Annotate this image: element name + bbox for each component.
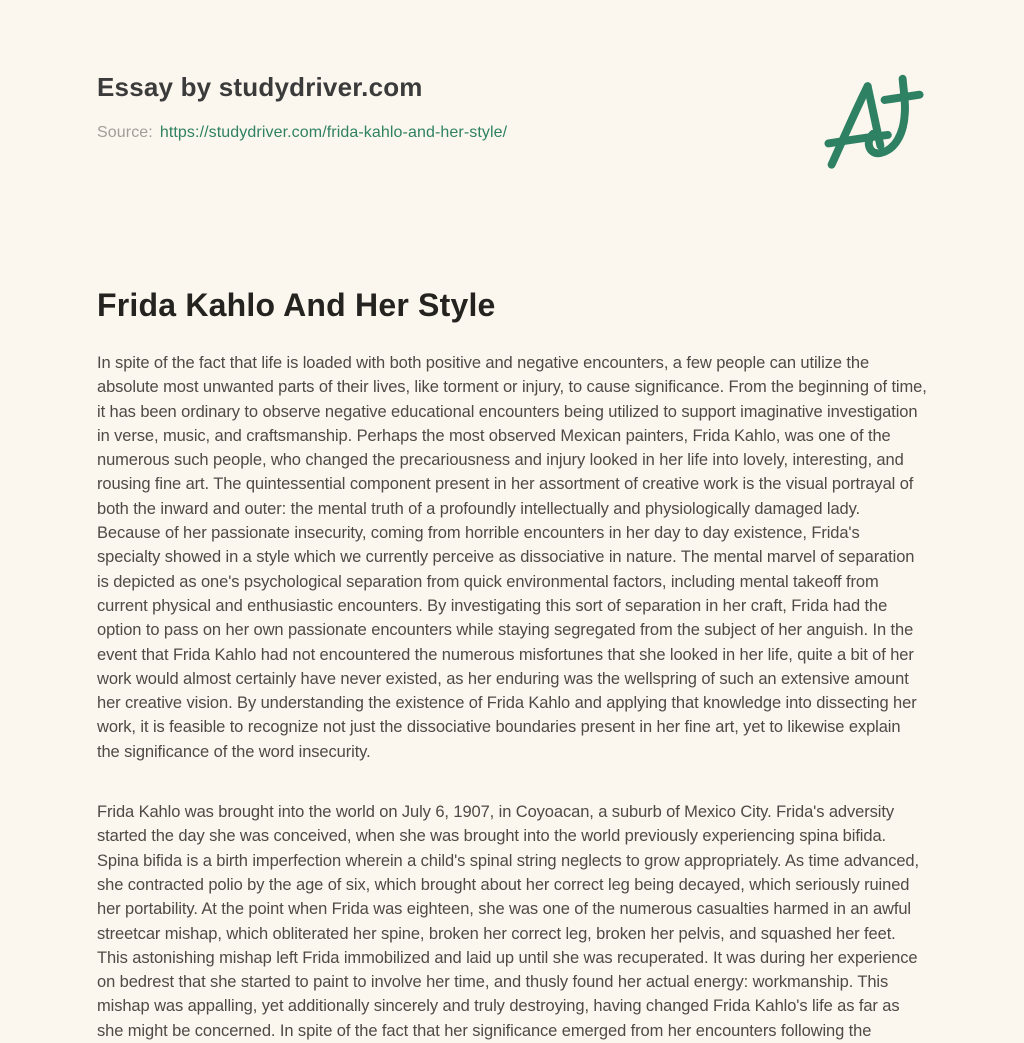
source-line	[97, 124, 507, 142]
source-label: Source:	[97, 124, 153, 141]
essay-body	[97, 351, 927, 1043]
source-link[interactable]: https://studydriver.com/frida-kahlo-and-her-style/	[159, 124, 508, 141]
header-title: Essay by studydriver.com	[97, 72, 423, 102]
essay-paragraph-2: Frida Kahlo was brought into the world on July 6, 1907, in Coyoacan, a suburb of Mexico City. Frida's adversity started the day she was conceived, when she was brought into the world previously experiencing spina bifida. Spina bifida is a birth imperfection wherein a child's spinal string neglects to grow appropriately. As time advanced, she contracted polio by the age of six, which brought about her correct leg being decayed, which seriously ruined her portability. At the point when Frida was eighteen, she was one of the numerous casualties harmed in an awful streetcar mishap, which obliterated her spine, broken her correct leg, broken her pelvis, and squashed her feet. This astonishing mishap left Frida immobilized and laid up until she was recuperated. It was during her experience on bedrest that she started to paint to involve her time, and thusly found her actual energy: workmanship. This mishap was appalling, yet additionally sincerely and truly destroying, having changed Frida Kahlo's life as far as she might be concerned. In spite of the fact that her significance emerged from her encounters following the	[97, 803, 919, 1040]
studydriver-a-plus-logo-icon	[821, 64, 927, 172]
essay-title: Frida Kahlo And Her Style	[97, 287, 496, 323]
page-header	[97, 62, 927, 172]
header-text-block	[97, 62, 507, 142]
essay-paragraph-1: In spite of the fact that life is loaded with both positive and negative encounters, a few people can utilize the absolute most unwanted parts of their lives, like torment or injury, to cause significance. From the beginning of time, it has been ordinary to observe negative educational encounters being utilized to support imaginative investigation in verse, music, and craftsmanship. Perhaps the most observed Mexican painters, Frida Kahlo, was one of the numerous such people, who changed the precariousness and injury looked in her life into lovely, interesting, and rousing fine art. The quintessential component present in her assortment of creative work is the visual portrayal of both the inward and outer: the mental truth of a profoundly intellectually and physiologically damaged lady. Because of her passionate insecurity, coming from horrible encounters in her day to day existence, Frida's specialty showed in a style which we currently perceive as dissociative in nature. The mental marvel of separation is depicted as one's psychological separation from quick environmental factors, including mental takeoff from current physical and enthusiastic encounters. By investigating this sort of separation in her craft, Frida had the option to pass on her own passionate encounters while staying segregated from the subject of her anguish. In the event that Frida Kahlo had not encountered the numerous misfortunes that she looked in her life, quite a bit of her work would almost certainly have never existed, as her enduring was the wellspring of such an extensive amount her creative vision. By understanding the existence of Frida Kahlo and applying that knowledge into dissecting her work, it is feasible to recognize not just the dissociative boundaries present in her fine art, yet to likewise explain the significance of the word insecurity.	[97, 354, 927, 761]
